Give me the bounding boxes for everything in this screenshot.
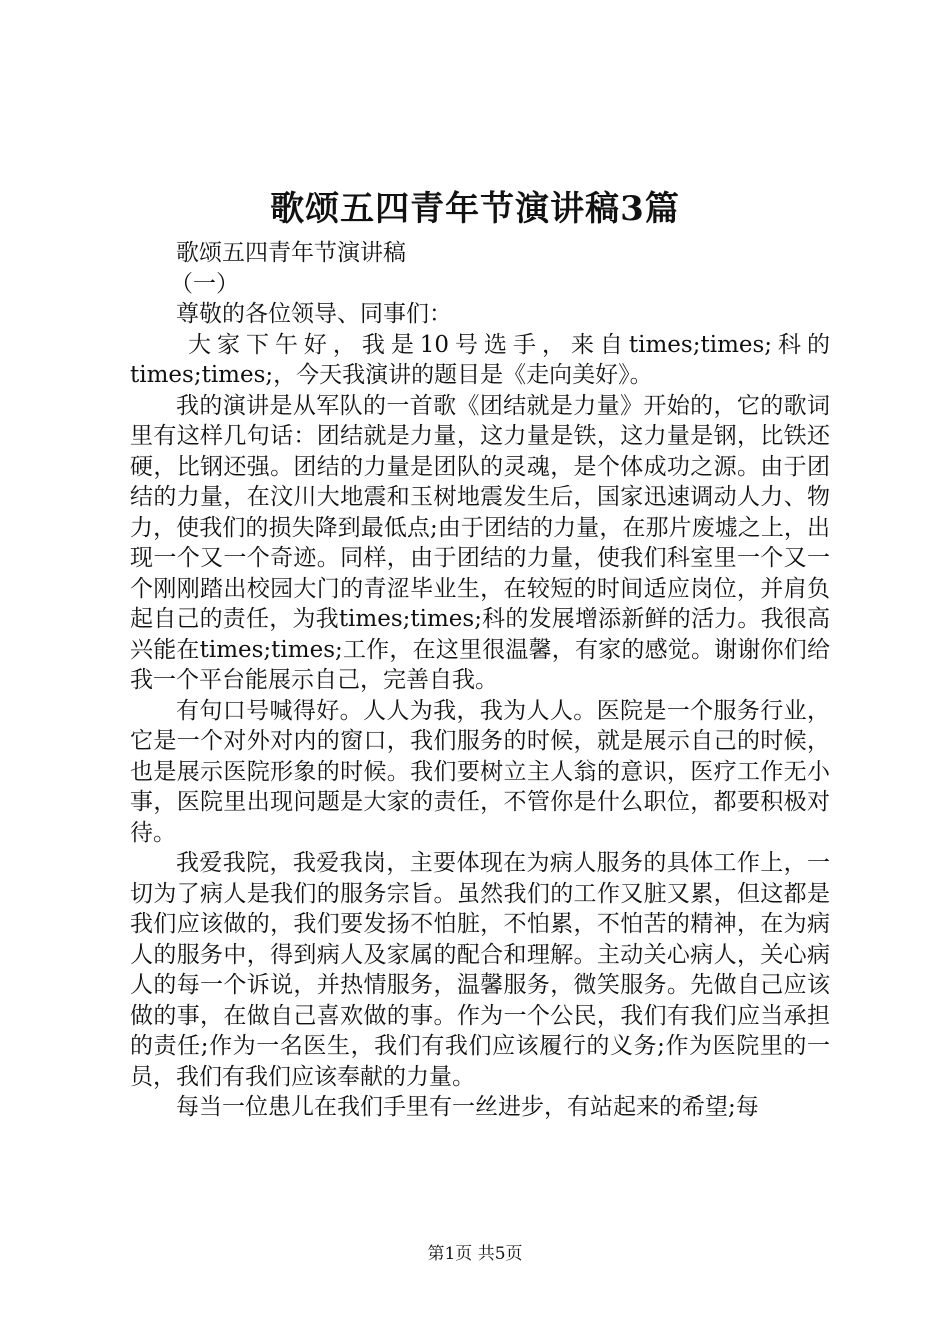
body-paragraph: 有句口号喊得好。人人为我，我为人人。医院是一个服务行业，它是一个对外对内的窗口，我们服务的时候，就是展示自己的时候，也是展示医院形象的时候。我们要树立主人翁的意识，医疗工作无小事，医院里出现问题是大家的责任，不管你是什么职位，都要积极对待。 (130, 697, 830, 846)
body-paragraph: 每当一位患儿在我们手里有一丝进步，有站起来的希望;每 (176, 1094, 759, 1120)
salutation-paragraph: 尊敬的各位领导、同事们： (176, 301, 452, 327)
body-paragraph: 我爱我院，我爱我岗，主要体现在为病人服务的具体工作上，一切为了病人是我们的服务宗旨。虽然我们的工作又脏又累，但这都是我们应该做的，我们要发扬不怕脏，不怕累，不怕苦的精神，在为病人的服务中，得到病人及家属的配合和理解。主动关心病人，关心病人的每一个诉说，并热情服务，温馨服务，微笑服务。先做自己应该做的事，在做自己喜欢做的事。作为一个公民，我们有我们应当承担的责任;作为一名医生，我们有我们应该履行的义务;作为医院里的一员，我们有我们应该奉献的力量。 (130, 850, 830, 1090)
body-paragraph: 我的演讲是从军队的一首歌《团结就是力量》开始的，它的歌词里有这样几句话：团结就是力量，这力量是铁，这力量是钢，比铁还硬，比钢还强。团结的力量是团队的灵魂，是个体成功之源。由于团结的力量，在汶川大地震和玉树地震发生后，国家迅速调动人力、物力，使我们的损失降到最低点;由于团结的力量，在那片废墟之上，出现一个又一个奇迹。同样，由于团结的力量，使我们科室里一个又一个刚刚踏出校园大门的青涩毕业生，在较短的时间适应岗位，并肩负起自己的责任，为我times;times;科的发展增添新鲜的活力。我很高兴能在times;times;工作，在这里很温馨，有家的感觉。谢谢你们给我一个平台能展示自己，完善自我。 (130, 392, 830, 693)
greeting-paragraph: 大家下午好，我是10号选手，来自times;times;科的times;times;，今天我演讲的题目是《走向美好》。 (130, 331, 830, 388)
document-body (130, 238, 830, 1123)
subtitle-paragraph: 歌颂五四青年节演讲稿 (176, 240, 406, 266)
section-number: （一） (170, 270, 239, 297)
document-title: 歌颂五四青年节演讲稿3篇 (270, 189, 680, 229)
page-footer: 第1页 共5页 (427, 1244, 523, 1264)
